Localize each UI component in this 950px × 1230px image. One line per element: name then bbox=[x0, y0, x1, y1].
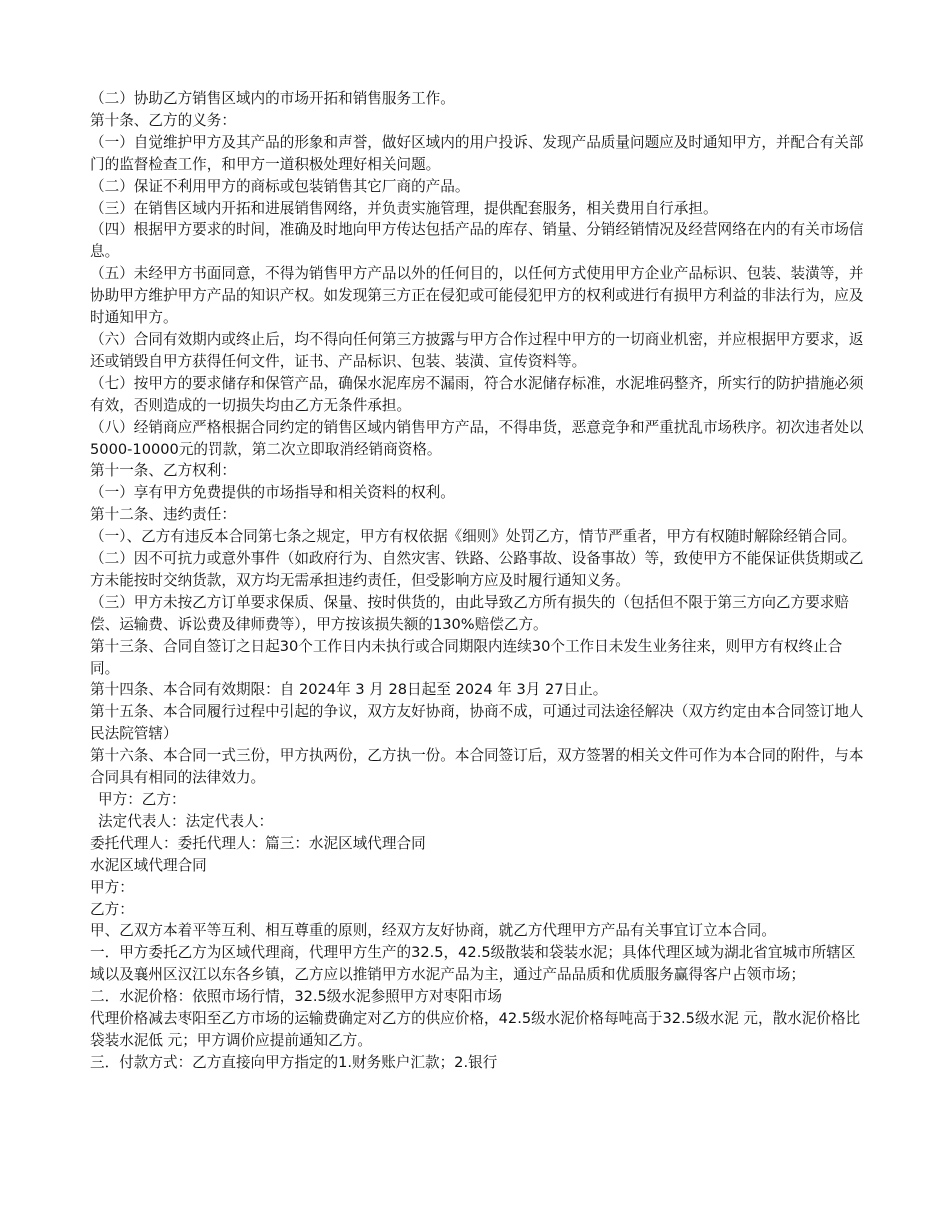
article-heading: 第十条、乙方的义务： bbox=[90, 111, 236, 129]
contract-title: 水泥区域代理合同 bbox=[90, 856, 207, 874]
paragraph: （三）在销售区域内开拓和进展销售网络，并负责实施管理，提供配套服务，相关费用自行承担。 bbox=[90, 199, 718, 217]
party-b-line: 乙方： bbox=[90, 900, 134, 918]
document-body bbox=[90, 88, 865, 1074]
paragraph: （七）按甲方的要求储存和保管产品，确保水泥库房不漏雨，符合水泥储存标准，水泥堆码整齐，所实行的防护措施必须有效，否则造成的一切损失均由乙方无条件承担。 bbox=[90, 374, 864, 414]
signature-representatives: 法定代表人：法定代表人： bbox=[98, 812, 274, 830]
paragraph: （三）甲方未按乙方订单要求保质、保量、按时供货的，由此导致乙方所有损失的（包括但不限于第三方向乙方要求赔偿、运输费、诉讼费及律师费等），甲方按该损失额的130%赔偿乙方。 bbox=[90, 593, 849, 633]
article-heading: 第十二条、违约责任： bbox=[90, 506, 236, 524]
paragraph: 第十三条、合同自签订之日起30个工作日内未执行或合同期限内连续30个工作日未发生业务往来，则甲方有权终止合同。 bbox=[90, 637, 843, 677]
paragraph: 三．付款方式：乙方直接向甲方指定的1.财务账户汇款；2.银行 bbox=[90, 1053, 498, 1071]
signature-agents: 委托代理人：委托代理人：篇三：水泥区域代理合同 bbox=[90, 834, 426, 852]
paragraph: （一）、乙方有违反本合同第七条之规定，甲方有权依据《细则》处罚乙方，情节严重者，甲方有权随时解除经销合同。（二）因不可抗力或意外事件（如政府行为、自然灾害、铁路、公路事故、设备事故）等，致使甲方不能保证供货期或乙方未能按时交纳货款，双方均无需承担违约责任，但受影响方应及时履行通知义务。 bbox=[90, 528, 864, 589]
article-heading: 第十一条、乙方权利： bbox=[90, 462, 236, 480]
paragraph: （四）根据甲方要求的时间，准确及时地向甲方传达包括产品的库存、销量、分销经销情况及经营网络在内的有关市场信息。 bbox=[90, 221, 864, 261]
paragraph: 第十五条、本合同履行过程中引起的争议，双方友好协商，协商不成，可通过司法途径解决（双方约定由本合同签订地人民法院管辖） bbox=[90, 703, 864, 743]
validity-period: 第十四条、本合同有效期限：自 2024年 3 月 28日起至 2024 年 3月 27日止。 bbox=[90, 681, 608, 699]
paragraph: 代理价格减去枣阳至乙方市场的运输费确定对乙方的供应价格，42.5级水泥价格每吨高于32.5级水泥 元，散水泥价格比袋装水泥低 元；甲方调价应提前通知乙方。 bbox=[90, 1010, 861, 1049]
paragraph: （八）经销商应严格根据合同约定的销售区域内销售甲方产品，不得串货，恶意竞争和严重扰乱市场秩序。初次违者处以5000-10000元的罚款，第二次立即取消经销商资格。 bbox=[90, 418, 864, 458]
paragraph: （一）自觉维护甲方及其产品的形象和声誉，做好区域内的用户投诉、发现产品质量问题应及时通知甲方，并配合有关部门的监督检查工作，和甲方一道积极处理好相关问题。 bbox=[90, 133, 864, 173]
paragraph: 一．甲方委托乙方为区域代理商，代理甲方生产的32.5，42.5级散装和袋装水泥；具体代理区域为湖北省宜城市所辖区域以及襄州区汉江以东各乡镇，乙方应以推销甲方水泥产品为主，通过产品品质和优质服务赢得客户占领市场； bbox=[90, 944, 856, 984]
paragraph: （二）保证不利用甲方的商标或包装销售其它厂商的产品。 bbox=[90, 177, 470, 195]
party-a-line: 甲方： bbox=[90, 878, 134, 896]
signature-parties: 甲方：乙方： bbox=[98, 791, 186, 808]
paragraph: 二．水泥价格：依照市场行情，32.5级水泥参照甲方对枣阳市场 bbox=[90, 988, 502, 1006]
paragraph: （一）享有甲方免费提供的市场指导和相关资料的权利。 bbox=[90, 484, 455, 502]
paragraph: （五）未经甲方书面同意，不得为销售甲方产品以外的任何目的，以任何方式使用甲方企业产品标识、包装、装潢等，并协助甲方维护甲方产品的知识产权。如发现第三方正在侵犯或可能侵犯甲方的权利或进行有损甲方利益的非法行为，应及时通知甲方。 bbox=[90, 265, 864, 327]
paragraph: （六）合同有效期内或终止后，均不得向任何第三方披露与甲方合作过程中甲方的一切商业机密，并应根据甲方要求，返还或销毁自甲方获得任何文件，证书、产品标识、包装、装潢、宣传资料等。 bbox=[90, 330, 864, 370]
paragraph: 第十六条、本合同一式三份，甲方执两份，乙方执一份。本合同签订后，双方签署的相关文件可作为本合同的附件，与本合同具有相同的法律效力。 bbox=[90, 747, 864, 787]
paragraph: （二）协助乙方销售区域内的市场开拓和销售服务工作。 bbox=[90, 90, 455, 107]
paragraph: 甲、乙双方本着平等互利、相互尊重的原则，经双方友好协商，就乙方代理甲方产品有关事宜订立本合同。 bbox=[90, 922, 776, 940]
